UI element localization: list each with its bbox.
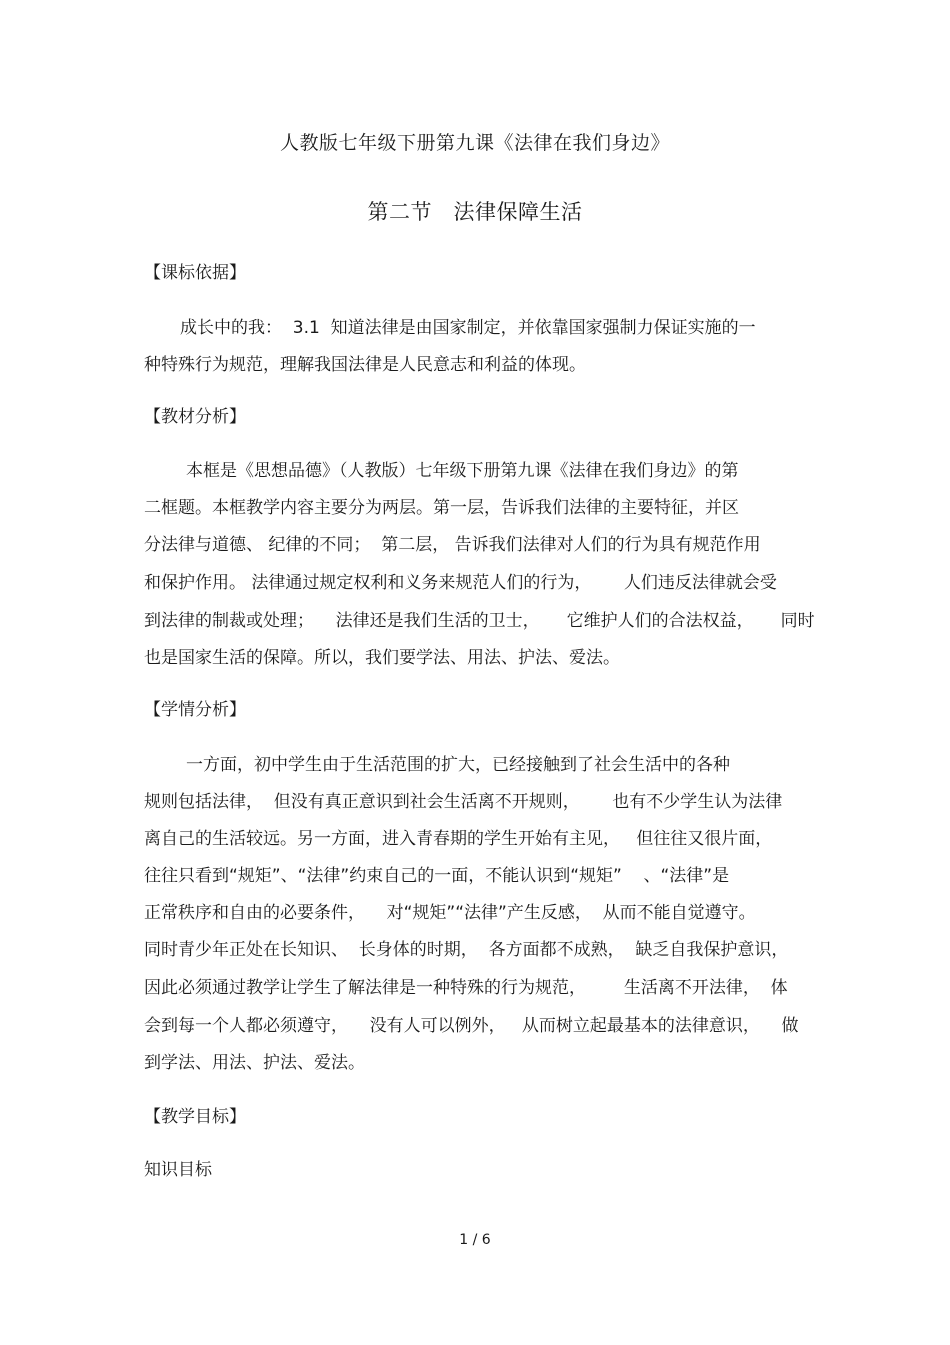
subheading-knowledge-goals: 知识目标: [144, 1160, 212, 1180]
students-line: 规则包括法律， 但没有真正意识到社会生活离不开规则， 也有不少学生认为法律: [144, 792, 783, 812]
curriculum-line: 成长中的我： 3.1 知道法律是由国家制定，并依靠国家强制力保证实施的一: [180, 318, 756, 338]
heading-curriculum: 【课标依据】: [144, 263, 246, 283]
textbook-line: 本框是《思想品德》（人教版）七年级下册第九课《法律在我们身边》的第: [186, 461, 739, 481]
textbook-line: 分法律与道德、 纪律的不同； 第二层， 告诉我们法律对人们的行为具有规范作用: [144, 535, 761, 555]
heading-goals: 【教学目标】: [144, 1107, 246, 1127]
heading-students: 【学情分析】: [144, 700, 246, 720]
textbook-line: 也是国家生活的保障。所以，我们要学法、用法、护法、爱法。: [144, 648, 620, 668]
students-line: 会到每一个人都必须遵守， 没有人可以例外， 从而树立起最基本的法律意识， 做: [144, 1016, 799, 1036]
textbook-line: 到法律的制裁或处理； 法律还是我们生活的卫士， 它维护人们的合法权益， 同时: [144, 611, 815, 631]
textbook-line: 和保护作用。 法律通过规定权利和义务来规范人们的行为， 人们违反法律就会受: [144, 573, 777, 593]
students-line: 因此必须通过教学让学生了解法律是一种特殊的行为规范， 生活离不开法律， 体: [144, 978, 788, 998]
curriculum-line: 种特殊行为规范，理解我国法律是人民意志和利益的体现。: [144, 355, 586, 375]
students-line: 一方面，初中学生由于生活范围的扩大，已经接触到了社会生活中的各种: [186, 755, 730, 775]
section-title: 第二节 法律保障生活: [367, 200, 583, 224]
students-line: 离自己的生活较远。另一方面，进入青春期的学生开始有主见， 但往往又很片面，: [144, 829, 773, 849]
students-line: 到学法、用法、护法、爱法。: [144, 1053, 365, 1073]
document-title: 人教版七年级下册第九课《法律在我们身边》: [279, 132, 670, 154]
students-line: 往往只看到“规矩”、“法律”约束自己的一面，不能认识到“规矩” 、“法律”是: [144, 866, 730, 886]
students-line: 同时青少年正处在长知识、 长身体的时期， 各方面都不成熟， 缺乏自我保护意识，: [144, 940, 789, 960]
textbook-line: 二框题。本框教学内容主要分为两层。第一层，告诉我们法律的主要特征，并区: [144, 498, 739, 518]
heading-textbook: 【教材分析】: [144, 407, 246, 427]
students-line: 正常秩序和自由的必要条件， 对“规矩”“法律”产生反感， 从而不能自觉遵守。: [144, 903, 756, 923]
page-number: 1 / 6: [459, 1232, 491, 1248]
